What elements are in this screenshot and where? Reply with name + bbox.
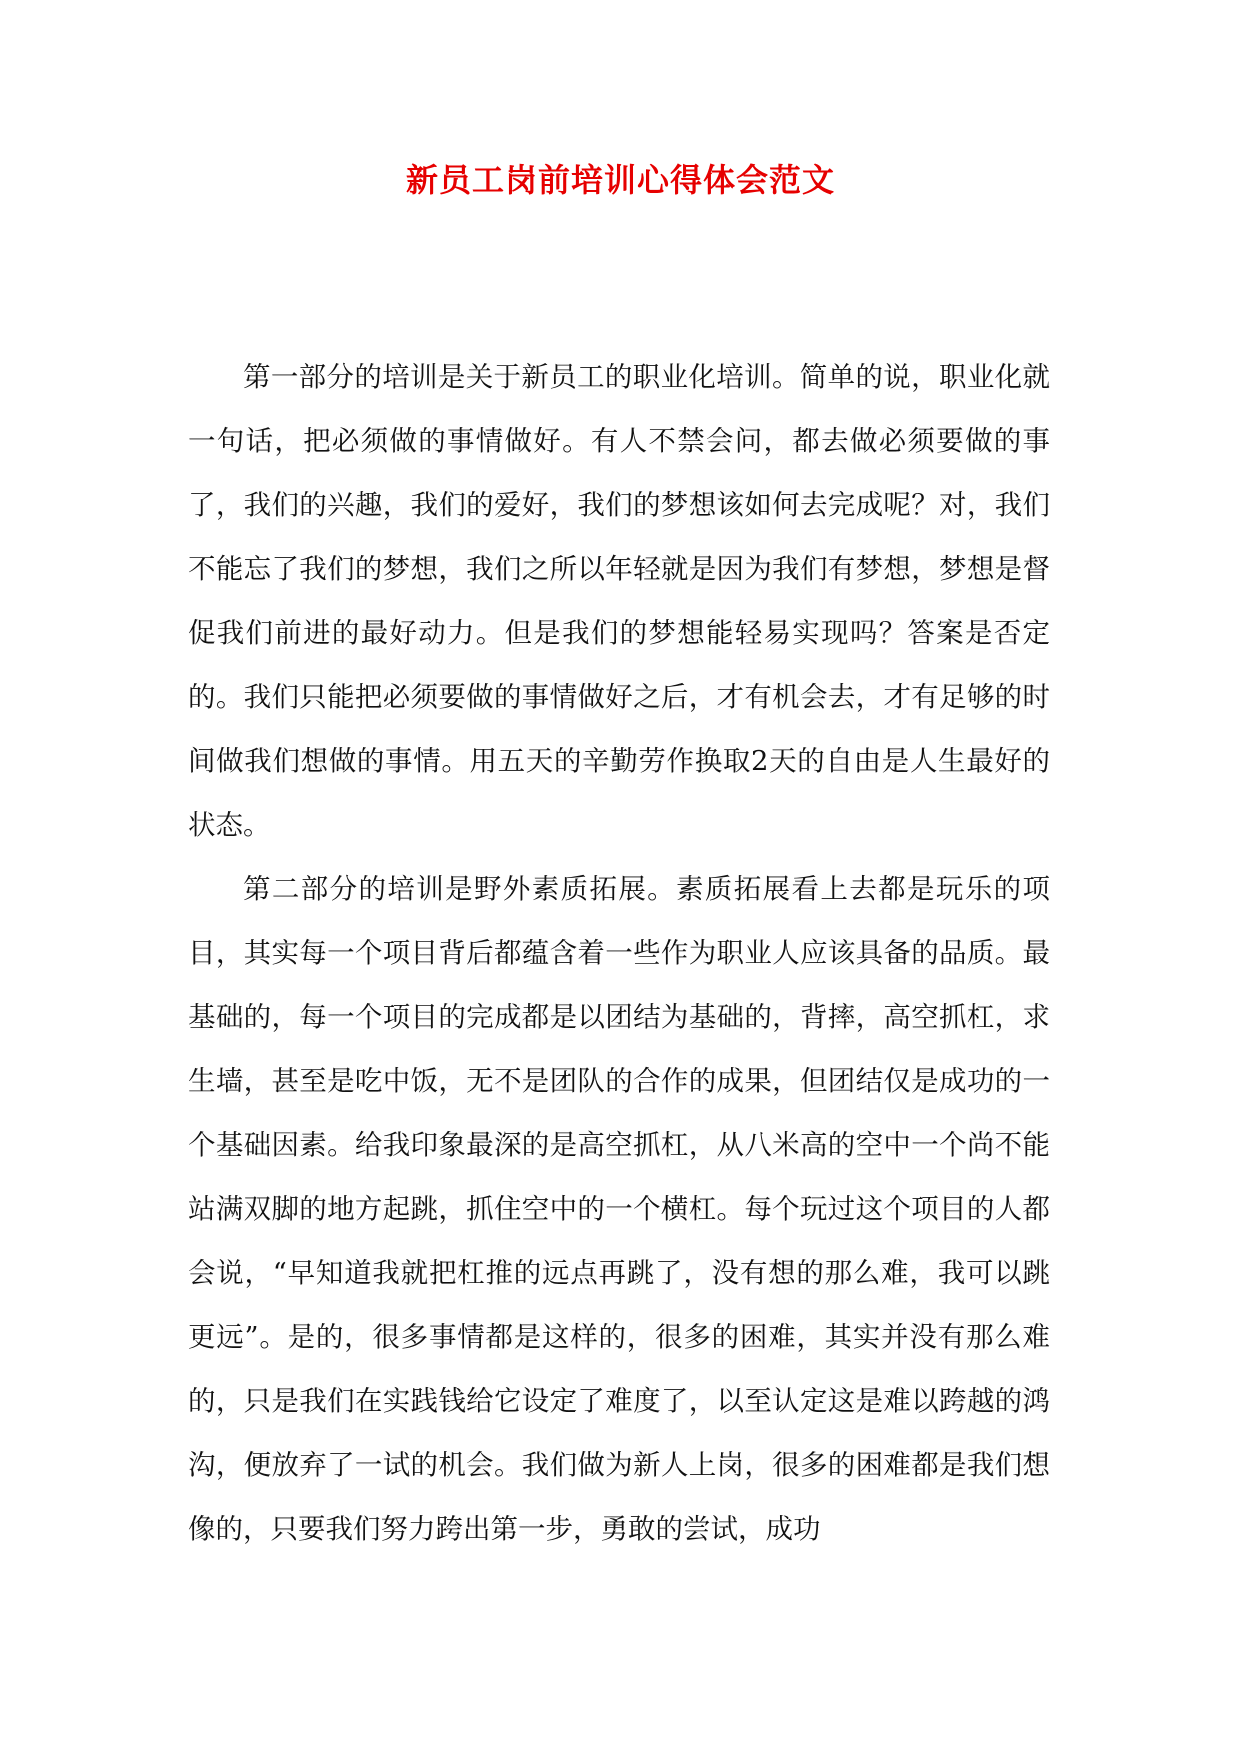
document-body bbox=[188, 345, 1050, 1561]
document-title: 新员工岗前培训心得体会范文 bbox=[405, 161, 835, 199]
paragraph-2: 第二部分的培训是野外素质拓展。素质拓展看上去都是玩乐的项目，其实每一个项目背后都蕴含着一些作为职业人应该具备的品质。最基础的，每一个项目的完成都是以团结为基础的，背摔，高空抓杠，求生墙，甚至是吃中饭，无不是团队的合作的成果，但团结仅是成功的一个基础因素。给我印象最深的是高空抓杠，从八米高的空中一个尚不能站满双脚的地方起跳，抓住空中的一个横杠。每个玩过这个项目的人都会说，“早知道我就把杠推的远点再跳了，没有想的那么难，我可以跳更远”。是的，很多事情都是这样的，很多的困难，其实并没有那么难的，只是我们在实践钱给它设定了难度了，以至认定这是难以跨越的鸿沟，便放弃了一试的机会。我们做为新人上岗，很多的困难都是我们想像的，只要我们努力跨出第一步，勇敢的尝试，成功 bbox=[188, 873, 1050, 1545]
paragraph-1: 第一部分的培训是关于新员工的职业化培训。简单的说，职业化就一句话，把必须做的事情做好。有人不禁会问，都去做必须要做的事了，我们的兴趣，我们的爱好，我们的梦想该如何去完成呢？对，我们不能忘了我们的梦想，我们之所以年轻就是因为我们有梦想，梦想是督促我们前进的最好动力。但是我们的梦想能轻易实现吗？答案是否定的。我们只能把必须要做的事情做好之后，才有机会去，才有足够的时间做我们想做的事情。用五天的辛勤劳作换取2天的自由是人生最好的状态。 bbox=[188, 361, 1050, 841]
